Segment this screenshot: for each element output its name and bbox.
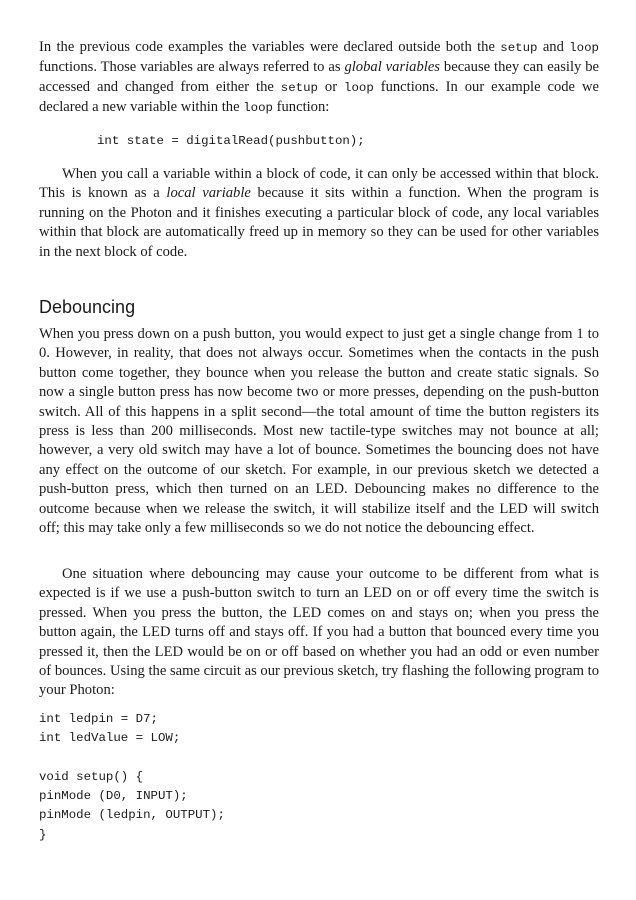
inline-code-setup: setup — [500, 41, 538, 55]
term-local-variable: local variable — [166, 185, 251, 202]
text-run: In the previous code examples the variables were declared outside both the — [39, 39, 501, 55]
text-run: functions. Those variables are always referred to as — [39, 59, 345, 76]
section-heading-debouncing: Debouncing — [39, 297, 136, 317]
code-line: pinMode (ledpin, OUTPUT); — [39, 808, 225, 822]
code-line: void setup() { — [39, 770, 144, 784]
code-line: int ledpin = D7; — [39, 712, 158, 726]
paragraph-local-variable — [39, 165, 599, 262]
text-run: because they can easily be accessed and changed from either the — [39, 59, 599, 95]
inline-code-loop: loop — [344, 80, 374, 95]
code-line: } — [39, 828, 47, 842]
inline-code-setup: setup — [280, 80, 318, 95]
code-line: pinMode (D0, INPUT); — [39, 789, 188, 803]
text-run: because it sits within a function. When the program is running on the Photon and it finishes executing a particular block of code, any local variables within that block are automatically freed up in memory so they can be used for other variables in the next block of code. — [39, 185, 599, 260]
text-run: function: — [272, 99, 330, 116]
text-run: functions. In our example code we declared a new variable within the — [39, 78, 599, 116]
inline-code-loop: loop — [243, 101, 273, 116]
code-line: int ledValue = LOW; — [39, 731, 181, 745]
text-run: or — [317, 78, 345, 95]
inline-code-loop: loop — [569, 41, 599, 55]
code-snippet-digitalread: int state = digitalRead(pushbutton); — [97, 134, 365, 148]
paragraph-debouncing-example: One situation where debouncing may cause your outcome to be different from what is expected is if we use a push-button switch to turn an LED on or off every time the switch is pressed. When you press the button, the LED comes on and stays on; when you press the button again, the LED turns off and stays off. If you had a button that bounced every time you pressed it, then the LED would be on or off based on whether you had an odd or even number of bounces. Using the same circuit as our previous sketch, try flashing the following program to your Photon: — [39, 566, 599, 699]
paragraph-global-variables — [39, 38, 599, 119]
text-run: and — [537, 39, 570, 55]
term-global-variables: global variables — [344, 59, 440, 76]
paragraph-debouncing-intro: When you press down on a push button, you would expect to just get a single change from 1 to 0. However, in reality, that does not always occur. Sometimes when the contacts in the push button come together, they bounce when you release the button and create static signals. So now a single button press has now become two or more presses, depending on the push-button switch. All of this happens in a split second—the total amount of time the button registers its press is less than 200 milliseconds. Most new tactile-type switches may not bounce at all; however, a very old switch may have a lot of bounce. Sometimes the bouncing does not have any effect on the outcome of our sketch. For example, in our previous sketch we detected a push-button press, which then turned on an LED. Debouncing makes no difference to the outcome because when we release the switch, it will stabilize itself and the LED will switch off; this may take only a few milliseconds so we do not notice the debouncing effect. — [39, 326, 599, 537]
text-run: When you call a variable within a block of code, it can only be accessed within that block. This is known as a — [39, 166, 599, 202]
